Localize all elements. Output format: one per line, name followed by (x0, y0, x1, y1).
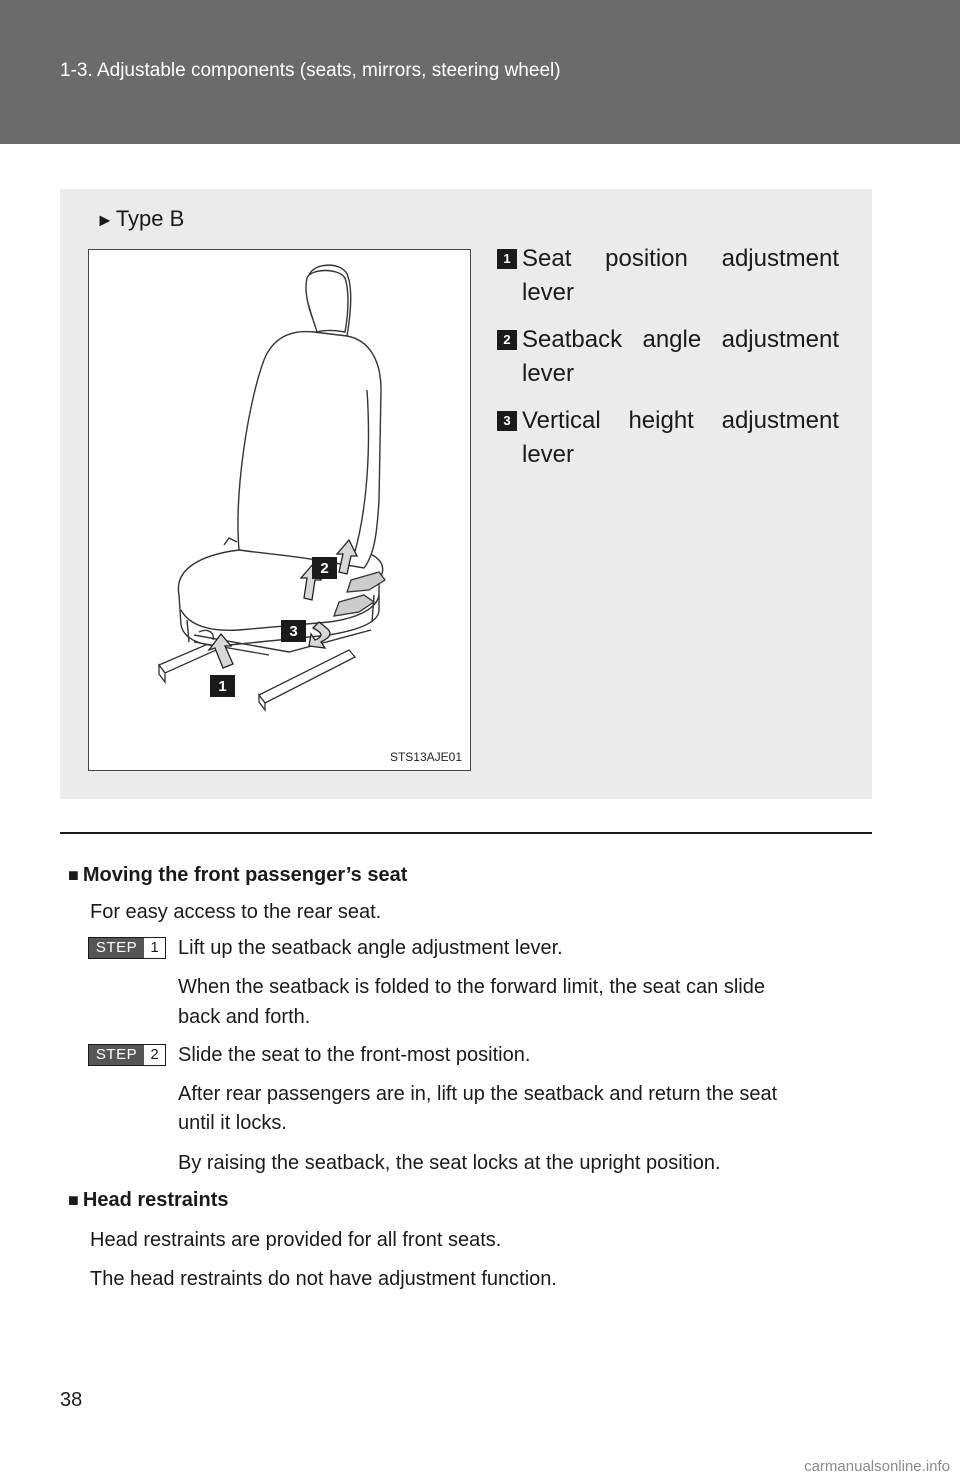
moving-heading (68, 861, 407, 890)
moving-intro: For easy access to the rear seat. (90, 901, 382, 923)
callout-1: 1 (218, 678, 227, 695)
step-2-badge (88, 1044, 166, 1066)
legend-item (497, 404, 839, 472)
triangle-right-icon: ► (96, 210, 114, 230)
section-divider (60, 832, 872, 834)
legend-number-badge: 1 (497, 249, 517, 269)
legend-item (497, 323, 839, 391)
step-1-note-line: back and forth. (178, 1006, 311, 1028)
section-title: 1-3. Adjustable components (seats, mirrors, steering wheel) (60, 60, 561, 81)
type-label (96, 206, 184, 232)
step-1-text: Lift up the seatback angle adjustment lever. (178, 937, 563, 959)
type-label-text: Type B (115, 206, 185, 231)
figure-code: STS13AJE01 (389, 750, 462, 764)
step-2-note-line: After rear passengers are in, lift up the seatback and return the seat (178, 1083, 778, 1105)
step-number: 1 (144, 938, 165, 958)
head-line: Head restraints are provided for all front seats. (90, 1229, 502, 1251)
seat-illustration (89, 250, 470, 770)
callout-2: 2 (320, 560, 329, 577)
step-word: STEP (89, 938, 144, 958)
square-bullet-icon: ■ (68, 865, 79, 885)
legend-number-badge: 2 (497, 330, 517, 350)
step-1-badge (88, 937, 166, 959)
page-number: 38 (60, 1389, 83, 1411)
legend-text: Vertical height adjustment lever (522, 407, 839, 468)
legend-list (497, 242, 839, 485)
legend-text: Seat position adjustment lever (522, 245, 839, 306)
head-heading-text: Head restraints (82, 1189, 229, 1211)
step-1-note-line: When the seatback is folded to the forward limit, the seat can slide (178, 976, 765, 998)
seat-figure (88, 249, 471, 771)
legend-text: Seatback angle adjustment lever (522, 326, 839, 387)
page-header (0, 0, 960, 144)
legend-item (497, 242, 839, 310)
step-word: STEP (89, 1045, 144, 1065)
step-2-note-line: until it locks. (178, 1112, 287, 1134)
watermark: carmanualsonline.info (804, 1458, 950, 1475)
seatback (224, 265, 381, 568)
callout-3: 3 (289, 623, 298, 640)
head-heading (68, 1186, 229, 1215)
step-2-note-line: By raising the seatback, the seat locks at the upright position. (178, 1152, 721, 1174)
step-2-text: Slide the seat to the front-most position. (178, 1044, 531, 1066)
step-number: 2 (144, 1045, 165, 1065)
square-bullet-icon: ■ (68, 1190, 79, 1210)
head-line: The head restraints do not have adjustment function. (90, 1268, 557, 1290)
legend-number-badge: 3 (497, 411, 517, 431)
moving-heading-text: Moving the front passenger’s seat (82, 864, 408, 886)
